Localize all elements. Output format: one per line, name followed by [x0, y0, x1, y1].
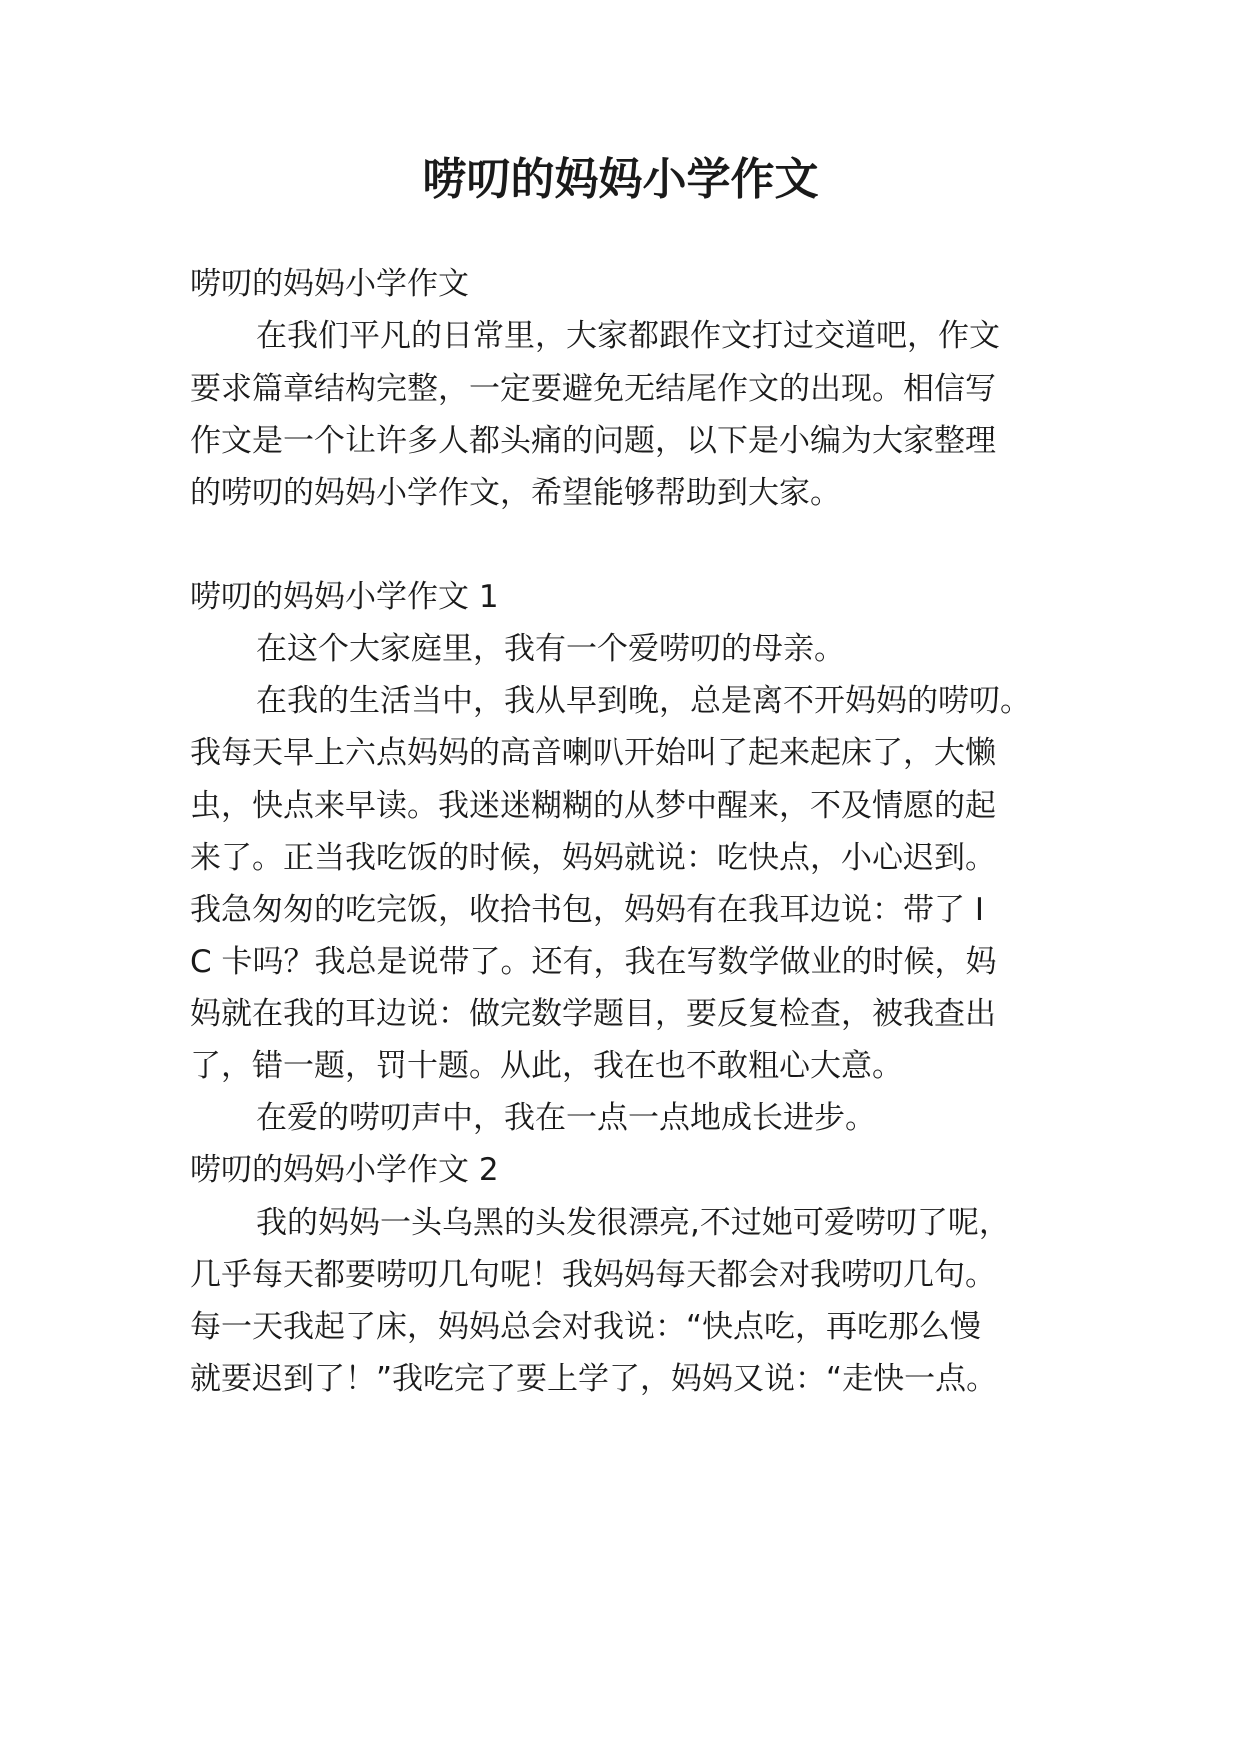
paragraph-line: 每一天我起了床，妈妈总会对我说：“快点吃，再吃那么慢 — [190, 1309, 982, 1345]
paragraph-line: 在这个大家庭里，我有一个爱唠叨的母亲。 — [256, 631, 845, 667]
paragraph-line: 在我们平凡的日常里，大家都跟作文打过交道吧，作文 — [256, 318, 1000, 354]
paragraph-line: 了，错一题，罚十题。从此，我在也不敢粗心大意。 — [190, 1048, 903, 1084]
paragraph-line: 我急匆匆的吃完饭，收拾书包，妈妈有在我耳边说：带了 I — [190, 892, 984, 928]
section-heading-intro: 唠叨的妈妈小学作文 — [190, 266, 469, 302]
paragraph-line: 妈就在我的耳边说：做完数学题目，要反复检查，被我查出 — [190, 996, 996, 1032]
paragraph-line: 在爱的唠叨声中，我在一点一点地成长进步。 — [256, 1100, 876, 1136]
paragraph-line: 来了。正当我吃饭的时候，妈妈就说：吃快点，小心迟到。 — [190, 840, 996, 876]
paragraph-line: 我每天早上六点妈妈的高音喇叭开始叫了起来起床了，大懒 — [190, 735, 996, 771]
paragraph-line: 作文是一个让许多人都头痛的问题，以下是小编为大家整理 — [190, 423, 996, 459]
paragraph-line: 在我的生活当中，我从早到晚，总是离不开妈妈的唠叨。 — [256, 683, 1031, 719]
paragraph-line: 我的妈妈一头乌黑的头发很漂亮,不过她可爱唠叨了呢， — [256, 1205, 1010, 1241]
paragraph-line: 的唠叨的妈妈小学作文，希望能够帮助到大家。 — [190, 475, 841, 511]
paragraph-line: 要求篇章结构完整，一定要避免无结尾作文的出现。相信写 — [190, 371, 996, 407]
paragraph-line: 几乎每天都要唠叨几句呢！我妈妈每天都会对我唠叨几句。 — [190, 1257, 996, 1293]
document-title: 唠叨的妈妈小学作文 — [422, 154, 819, 205]
section-heading-1: 唠叨的妈妈小学作文 1 — [190, 579, 499, 615]
paragraph-line: 虫，快点来早读。我迷迷糊糊的从梦中醒来，不及情愿的起 — [190, 788, 996, 824]
paragraph-line: C 卡吗？我总是说带了。还有，我在写数学做业的时候，妈 — [190, 944, 997, 980]
paragraph-line: 就要迟到了！”我吃完了要上学了，妈妈又说：“走快一点。 — [190, 1361, 998, 1397]
section-heading-2: 唠叨的妈妈小学作文 2 — [190, 1152, 499, 1188]
